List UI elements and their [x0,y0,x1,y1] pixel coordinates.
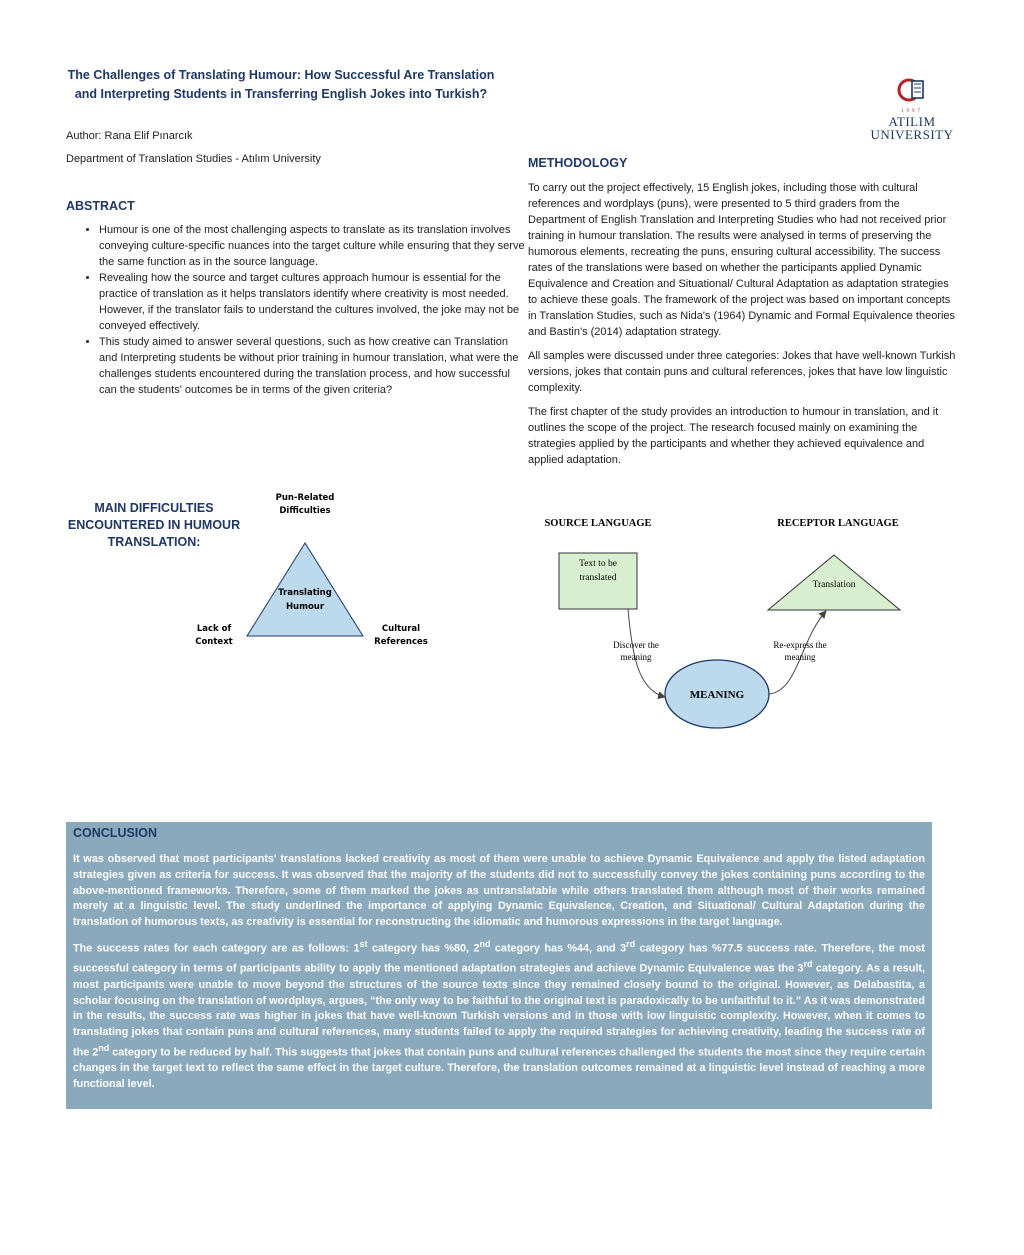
left-label-line2: Context [195,637,233,647]
university-logo [866,78,958,141]
poster-title: The Challenges of Translating Humour: How Successful Are Translation and Interpreting Students in Transferring English Jokes into Turkish? [67,68,495,101]
discover-label-line1: Discover the [613,640,659,650]
methodology-paragraph: The first chapter of the study provides an introduction to humour in translation, and it outlines the scope of the project. The research focused mainly on examining the strategies applied by the participants and whether they achieved equivalence and applied adaptation. [528,406,939,466]
center-label-line1: Translating [278,588,332,598]
meaning-label: MEANING [689,689,745,701]
source-language-title: SOURCE LANGUAGE [544,518,652,529]
author-line: Author: Rana Elif Pınarcık [66,130,193,142]
source-box-line2: translated [579,573,617,583]
methodology-paragraph: To carry out the project effectively, 15 English jokes, including those with cultural references and wordplays (puns), were presented to 5 third graders from the Department of English Translation and Interpreting Studies who had not received prior training in humour translation. The results were analysed in terms of preserving the humorous elements, recreating the puns, ensuring cultural accessibility. The success rates of the translations were based on whether the participants applied Dynamic Equivalence and Creation and Situational/ Cultural Adaptation as adaptation strategies to achieve these goals. The framework of the project was based on important concepts in Translation Studies, such as Nida's (1964) Dynamic and Formal Equivalence theories and Bastin's (2014) adaptation strategy. [528,182,956,338]
logo-name-line1: ATILIM [888,114,936,129]
methodology-body [528,180,958,476]
conclusion-panel [66,822,932,1109]
receptor-language-title: RECEPTOR LANGUAGE [777,518,899,529]
abstract-list [66,222,527,398]
list-item: • Revealing how the source and target cultures approach humour is essential for the practice of translation as it helps translators identify where creativity is most needed. However, if the translator fails to understand the cultures involved, the joke may not be conveyed effectively. [99,270,527,334]
right-label-line2: References [374,637,428,647]
re-express-label-line1: Re-express the [773,640,827,650]
methodology-paragraph: All samples were discussed under three categories: Jokes that have well-known Turkish versions, jokes that contain puns and cultural references, jokes that have low linguistic complexity. [528,350,956,394]
re-express-label-line2: meaning [784,652,816,662]
atilim-university-logo-icon [895,78,929,104]
abstract-heading: ABSTRACT [66,199,135,213]
list-item: • Humour is one of the most challenging aspects to translate as its translation involves conveying culture-specific nuances into the target culture while ensuring that they serve the same function as in the source language. [99,222,527,270]
right-label-line1: Cultural [381,624,421,634]
source-box-line1: Text to be [579,559,617,569]
conclusion-paragraph-1: It was observed that most participants' translations lacked creativity as most of them were unable to achieve Dynamic Equivalence and apply the listed adaptation strategies given as criteria for success. It was observed that the majority of the students did not to successfully convey the jokes containing puns according to the above-mentioned frameworks. Therefore, some of them marked the jokes as untranslatable while others translated them although most of their works remained merely at a linguistic level. The study underlined the importance of applying Dynamic Equivalence, Creation, and Situational/ Cultural Adaptation during the translation of humorous texts, as creativity is essential for reconstructing the idiomatic and humorous expressions in the target language. [73,853,925,929]
top-label-line2: Difficulties [279,506,331,516]
department-line: Department of Translation Studies - Atılım University [66,153,321,165]
list-item: • This study aimed to answer several questions, such as how creative can Translation and Interpreting students be without prior training in humour translation, what were the challenges students encountered during the translation process, and how successful can the students' outcomes be in terms of the given criteria? [99,334,527,398]
logo-year: 1997 [901,109,923,114]
methodology-heading: METHODOLOGY [528,156,628,170]
left-label-line1: Lack of [196,624,232,634]
difficulties-diagram [180,486,440,656]
discover-label-line2: meaning [620,652,652,662]
conclusion-paragraph-2: The success rates for each category are as follows: 1st category has %80, 2nd category has %44, and 3rd category has %77.5 success rate. Therefore, the most successful category in terms of participants ability to apply the mentioned adaptation strategies and achieve Dynamic Equivalence was the 3rd category. As a result, most participants were unable to move beyond the structures of the source texts since they remained closely bound to the original. However, as Delabastita, a scholar focusing on the translation of wordplays, argues, “the only way to be faithful to the original text is paradoxically to be unfaithful to it.” As it was demonstrated in the results, the success rate was higher in jokes that have well-known Turkish versions and in those with low linguistic complexity. However, when it comes to translating jokes that contain puns and cultural references, many students failed to apply the required strategies for achieving creativity, leading the success rate of the 2nd category to be reduced by half. This suggests that jokes that contain puns and cultural references challenged the students the most since they require certain changes in the target text to reflect the same effect in the target culture. Therefore, the translation outcomes remained at a linguistic level instead of reaching a more functional level. [73,938,926,1091]
center-label-line2: Humour [285,602,325,612]
difficulties-title: MAIN DIFFICULTIES ENCOUNTERED IN HUMOUR TRANSLATION: [67,501,241,549]
translation-label: Translation [812,580,856,590]
logo-name-line2: UNIVERSITY [870,127,954,142]
translation-process-diagram [528,505,958,745]
conclusion-heading: CONCLUSION [73,826,158,840]
top-label-line1: Pun-Related [275,493,335,503]
